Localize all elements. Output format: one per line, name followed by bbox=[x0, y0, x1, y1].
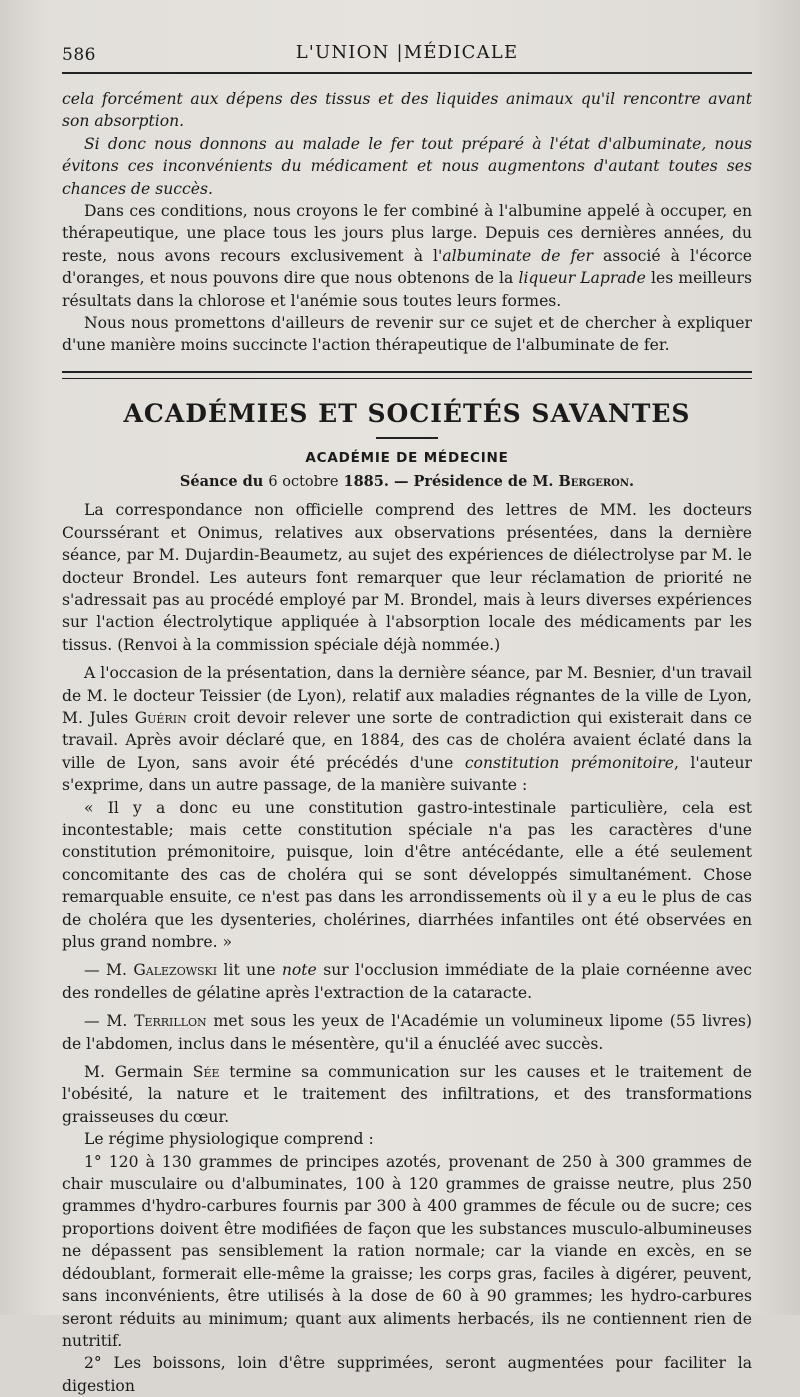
intro-paragraph-2: Si donc nous donnons au malade le fer tout préparé à l'état d'albuminate, nous évitons ces inconvénients du médicament et nous augmentons d'autant toutes ses chances de succès. bbox=[62, 134, 752, 198]
p2-emphasis: constitution prémonitoire bbox=[464, 753, 674, 772]
intro-p3-emphasis-albuminate: albuminate de fer bbox=[442, 246, 593, 265]
running-title: L'UNION |MÉDICALE bbox=[295, 42, 519, 63]
body-paragraph-see bbox=[62, 1061, 752, 1128]
p5-text-b: termine sa communication sur les causes et le traitement de l'obésité, la nature et le traitement des infiltrations, et des transformations graisseuses du cœur. bbox=[62, 1063, 752, 1126]
section-divider bbox=[62, 371, 752, 379]
p3-emphasis-note: note bbox=[281, 961, 317, 980]
p3-text-c: sur l'occlusion immédiate de la plaie cornéenne avec des rondelles de gélatine après l'extraction de la cataracte. bbox=[62, 961, 752, 1002]
session-text-a: Séance du bbox=[179, 472, 269, 490]
session-date: 6 octobre bbox=[268, 473, 339, 490]
page-number: 586 bbox=[62, 45, 96, 65]
p3-name-galezowski: Galezowski bbox=[133, 961, 218, 980]
subsection-title: ACADÉMIE DE MÉDECINE bbox=[305, 449, 509, 466]
p3-text-a: — M. bbox=[84, 961, 134, 980]
section-title: ACADÉMIES ET SOCIÉTÉS SAVANTES bbox=[123, 398, 691, 428]
p2-text-b: croit devoir relever une sorte de contradiction qui existerait dans ce travail. Après avoir déclaré que, en 1884, des cas de choléra avaient éclaté dans la ville de Lyon, sans avoir été précédés d'une bbox=[62, 708, 752, 772]
intro-paragraph-1: cela forcément aux dépens des tissus et des liquides animaux qu'il rencontre avant son absorption. bbox=[62, 90, 752, 131]
p3-text-b: lit une bbox=[217, 961, 282, 980]
session-president: Bergeron. bbox=[558, 472, 635, 490]
body-quote: « Il y a donc eu une constitution gastro-intestinale particulière, cela est incontestable; mais cette constitution spéciale n'a pas les caractères d'une constitution prémonitoire, puisque, loin d'être antécédante, elle a été seulement concomitante des cas de choléra qui se sont développés simultanément. Chose remarquable ensuite, ce n'est pas dans les arrondissements où il y a eu le plus de cas de choléra que les dysenteries, cholérines, diarrhées infantiles ont été observées en plus grand nombre. » bbox=[62, 798, 752, 951]
body-paragraph-item-1: 1° 120 à 130 grammes de principes azotés, provenant de 250 à 300 grammes de chair musculaire ou d'albuminates, 100 à 120 grammes de graisse neutre, plus 250 grammes d'hydro-carbures fournis par 300 à 400 grammes de fécule ou de sucre; ces proportions doivent être modifiées de façon que les substances musculo-albumineuses ne dépassent pas sensiblement la ration normale; car la viande en excès, en se dédoublant, formerait elle-même la graisse; les corps gras, faciles à digérer, peuvent, sans inconvénients, être utilisés à la dose de 60 à 90 grammes; les hydro-carbures seront réduits au minimum; quant aux aliments herbacés, ils ne contiennent rien de nutritif. bbox=[62, 1152, 752, 1350]
body-paragraph-correspondence: La correspondance non officielle comprend des lettres de MM. les docteurs Courssérant et Onimus, relatives aux observations présentées, dans la dernière séance, par M. Dujardin-Beaumetz, au sujet des expériences de diélectrolyse par M. le docteur Brondel. Les auteurs font remarquer que leur réclamation de priorité ne s'adressait pas au procédé employé par M. Brondel, mais à leurs diverses expériences sur l'action électrolytique appliquée à l'absorption locale des médicaments par les tissus. (Renvoi à la commission spéciale déjà nommée.) bbox=[62, 501, 752, 654]
intro-p3-text-c: associé à l'écorce d'oranges, et nous pouvons dire que nous obtenons de la bbox=[62, 246, 752, 288]
title-underline bbox=[376, 437, 438, 439]
intro-p3-text-e: les meilleurs résultats dans la chlorose et l'anémie sous toutes leurs formes. bbox=[62, 269, 752, 310]
p4-text-b: met sous les yeux de l'Académie un volumineux lipome (55 livres) de l'abdomen, inclus dans le mésentère, qu'il a énucléé avec succès. bbox=[62, 1012, 752, 1053]
body-paragraph-guerin bbox=[62, 662, 752, 796]
body-paragraph-terrillon bbox=[62, 1010, 752, 1055]
intro-paragraph-3 bbox=[62, 200, 752, 312]
intro-p3-emphasis-liqueur: liqueur Laprade bbox=[518, 269, 646, 288]
intro-p3-text-a: Dans ces conditions, nous croyons le fer combiné à l'albumine appelé à occuper, en thérapeutique, une place tous les jours plus large. Depuis ces dernières années, du reste, nous avons recours exclusivement à l' bbox=[62, 202, 752, 265]
intro-paragraph-4: Nous nous promettons d'ailleurs de revenir sur ce sujet et de chercher à expliquer d'une manière moins succincte l'action thérapeutique de l'albuminate de fer. bbox=[62, 314, 752, 355]
p2-text-a: A l'occasion de la présentation, dans la dernière séance, par M. Besnier, d'un travail de M. le docteur Teissier (de Lyon), relatif aux maladies régnantes de la ville de Lyon, M. Jules bbox=[62, 664, 752, 727]
p4-name-terrillon: Terrillon bbox=[134, 1012, 207, 1031]
body-paragraph-regime: Le régime physiologique comprend : bbox=[84, 1130, 374, 1149]
body-paragraph-item-2: 2° Les boissons, loin d'être supprimées, seront augmentées pour faciliter la digestion bbox=[62, 1354, 752, 1395]
page-header bbox=[62, 38, 752, 74]
p2-text-c: , l'auteur s'exprime, dans un autre passage, de la manière suivante : bbox=[62, 753, 752, 795]
session-line bbox=[62, 471, 752, 493]
body-paragraph-galezowski bbox=[62, 959, 752, 1004]
p2-name-guerin: Guérin bbox=[134, 708, 187, 727]
p5-name-see: Sée bbox=[192, 1063, 220, 1082]
session-text-c: 1885. — Présidence de M. bbox=[338, 472, 559, 490]
page-content bbox=[62, 38, 752, 1397]
p5-text-a: M. Germain bbox=[84, 1063, 193, 1082]
p4-text-a: — M. bbox=[84, 1012, 135, 1031]
